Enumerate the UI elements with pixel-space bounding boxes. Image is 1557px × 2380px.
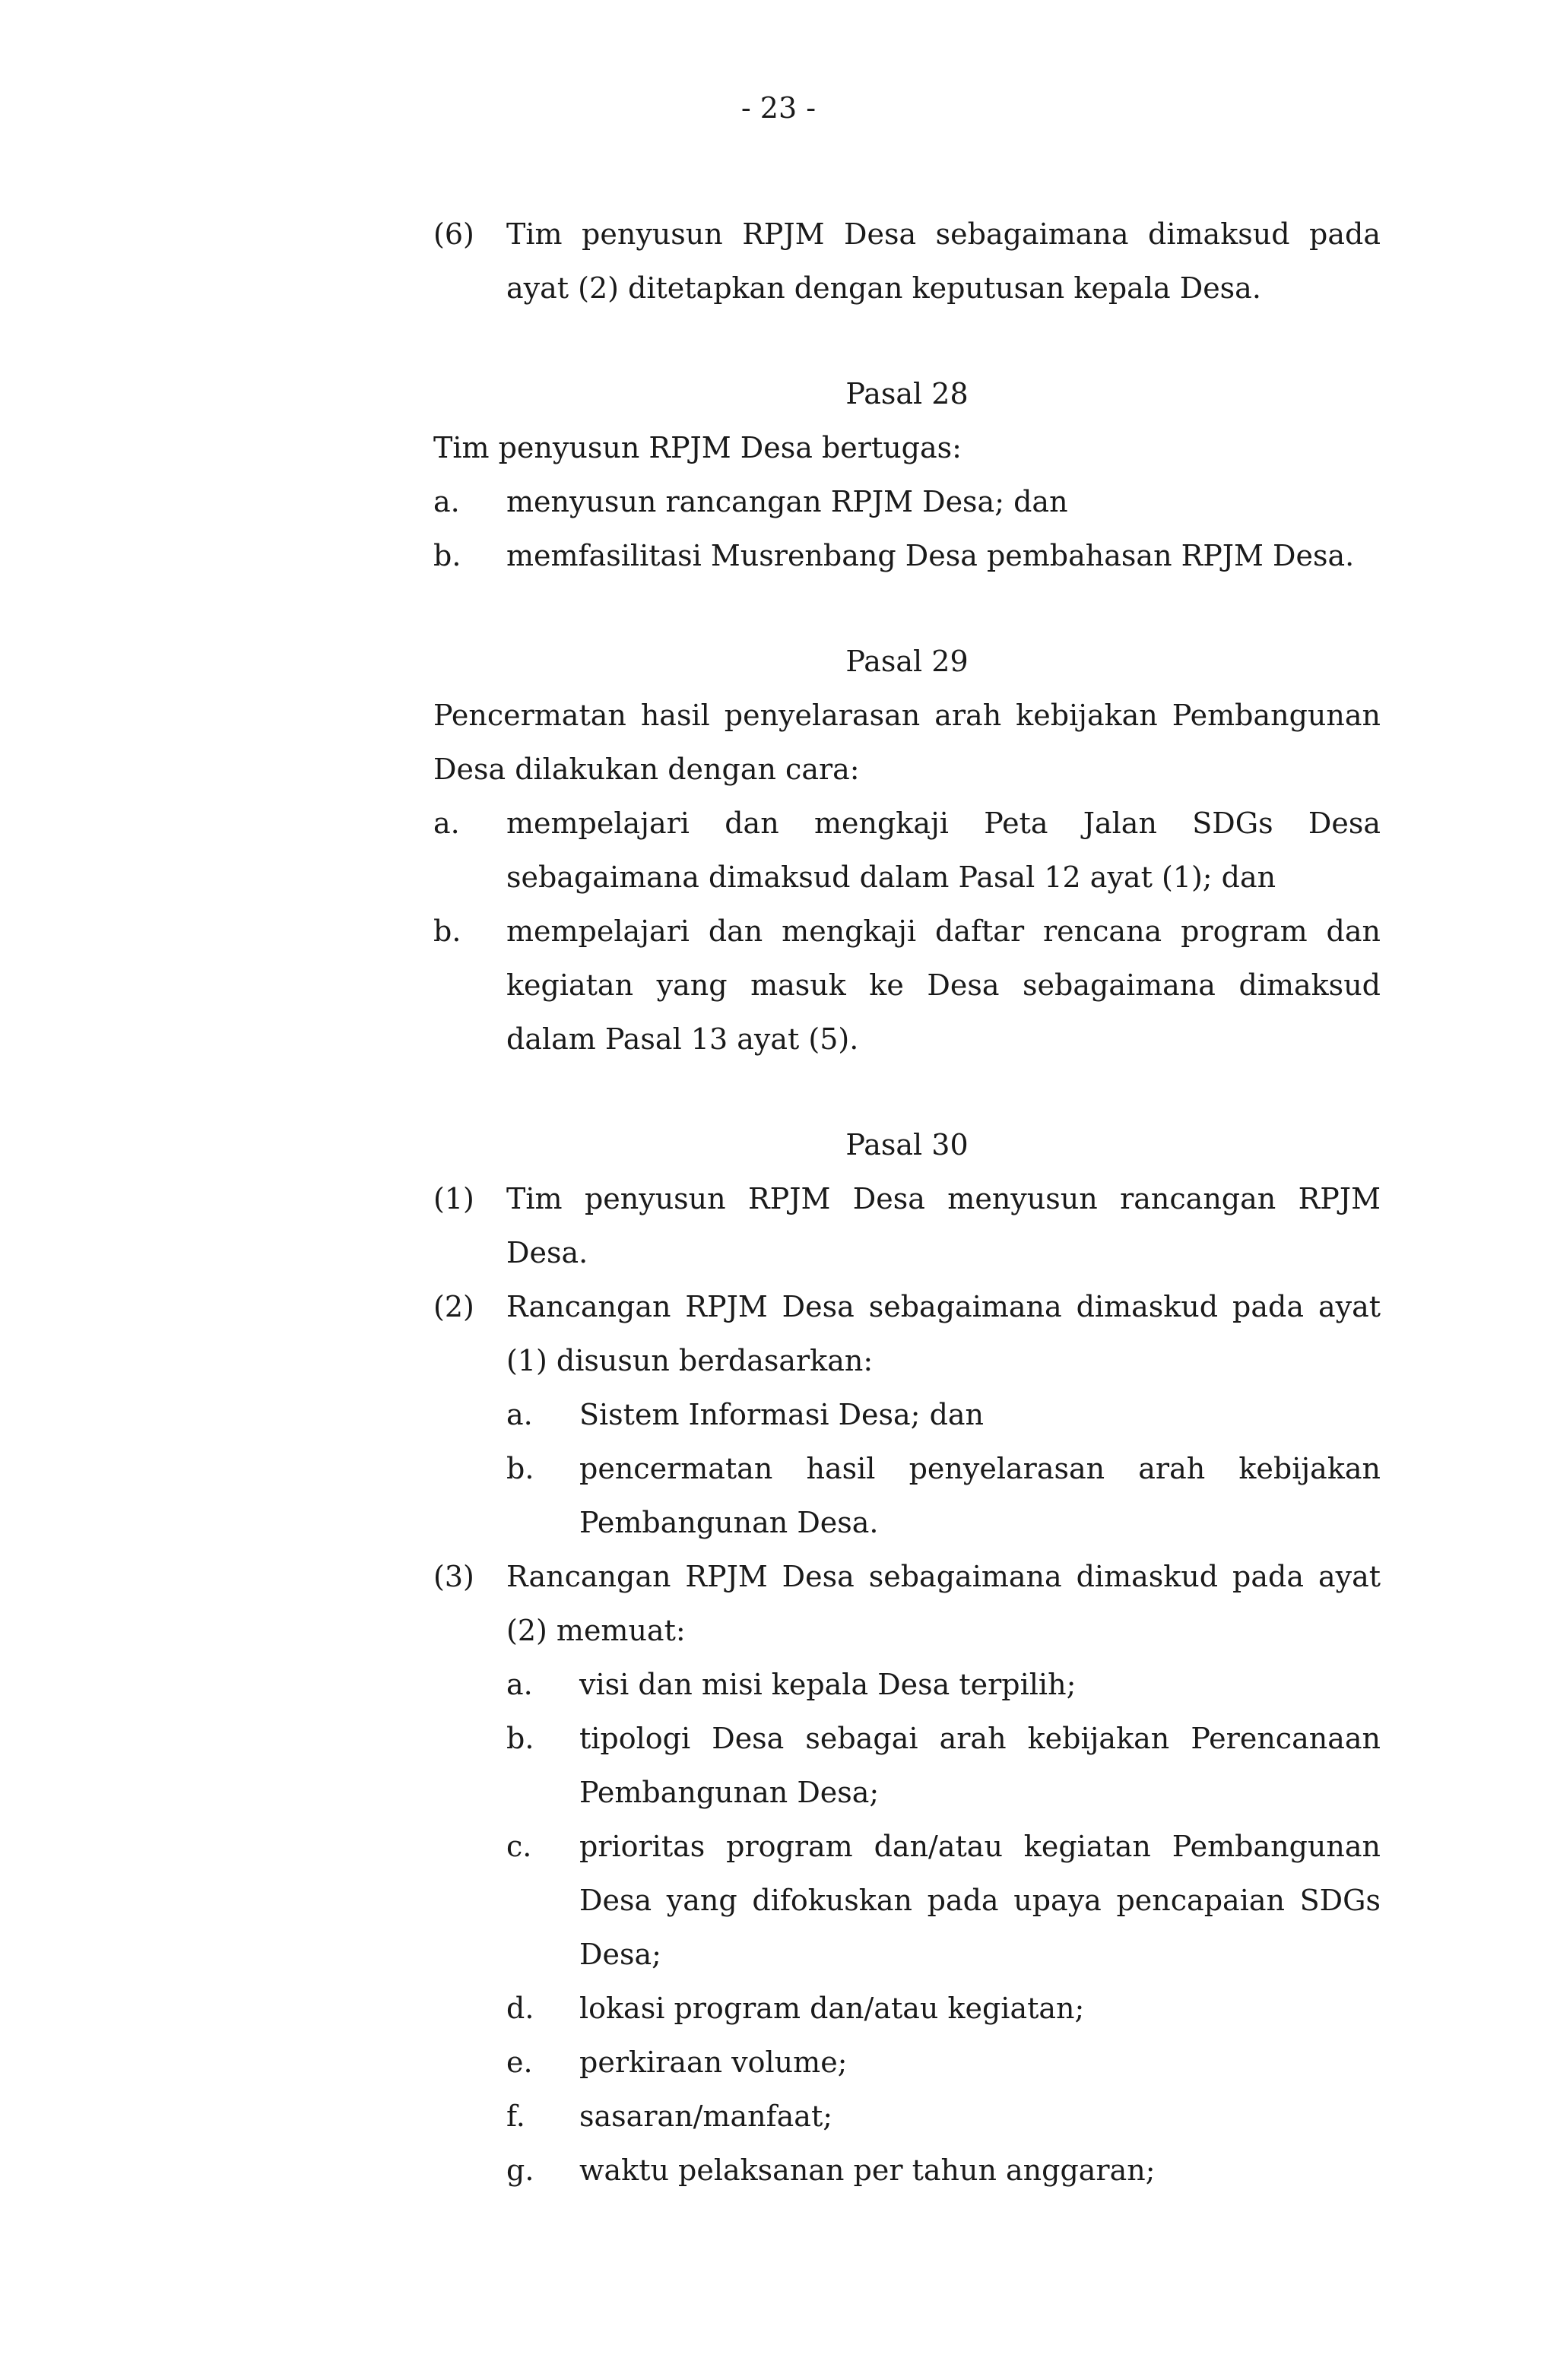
item-text: Sistem Informasi Desa; dan [579,1398,985,1431]
item-text: tipologi Desa sebagai arah kebijakan Perencanaan Pembangunan Desa; [579,1722,1381,1809]
spacer [433,1066,1381,1118]
item-label: b. [433,914,461,948]
item-label: g. [506,2153,534,2187]
item-label: a. [506,1668,533,1701]
document-body [433,208,1381,2198]
item-text: mempelajari dan mengkaji daftar rencana program dan kegiatan yang masuk ke Desa sebagaimana dimaksud dalam Pasal 13 ayat (5). [506,914,1381,1056]
ayat-label: (3) [433,1560,474,1593]
ayat-label: (2) [433,1290,474,1323]
item-text: sasaran/manfaat; [579,2100,833,2133]
pasal-29-intro: Pencermatan hasil penyelarasan arah kebijakan Pembangunan Desa dilakukan dengan cara: [433,699,1381,786]
item-label: b. [506,1722,534,1755]
item-label: b. [433,539,461,572]
list-item [433,797,1381,905]
item-label: f. [506,2100,525,2133]
list-item [506,2090,1381,2144]
pasal-28-heading: Pasal 28 [845,377,969,410]
pasal-30-heading: Pasal 30 [845,1128,969,1161]
ayat-text: Tim penyusun RPJM Desa sebagaimana dimaksud pada ayat (2) ditetapkan dengan keputusan kepala Desa. [506,217,1381,305]
list-item [506,1658,1381,1712]
list-item [506,1712,1381,1820]
item-text: menyusun rancangan RPJM Desa; dan [506,485,1068,518]
item-label: e. [506,2046,533,2079]
spacer [433,315,1381,367]
item-label: a. [506,1398,533,1431]
ayat-6 [433,208,1381,315]
ayat-text: Tim penyusun RPJM Desa menyusun rancangan RPJM Desa. [506,1182,1381,1269]
item-label: d. [506,1992,534,2025]
item-text: prioritas program dan/atau kegiatan Pembangunan Desa yang difokuskan pada upaya pencapaian SDGs Desa; [579,1830,1381,1971]
list-item [433,529,1381,583]
item-text: lokasi program dan/atau kegiatan; [579,1992,1085,2025]
list-item [506,1820,1381,1982]
ayat-label: (1) [433,1182,474,1215]
ayat-3 [433,1550,1381,1658]
ayat-1 [433,1172,1381,1280]
item-label: b. [506,1452,534,1485]
list-item [506,2144,1381,2198]
list-item [433,905,1381,1066]
ayat-label: (6) [433,217,474,251]
item-text: mempelajari dan mengkaji Peta Jalan SDGs Desa sebagaimana dimaksud dalam Pasal 12 ayat (1); dan [506,807,1381,894]
item-text: memfasilitasi Musrenbang Desa pembahasan RPJM Desa. [506,539,1355,572]
item-label: c. [506,1830,532,1863]
list-item [506,2036,1381,2090]
item-text: visi dan misi kepala Desa terpilih; [579,1668,1077,1701]
ayat-2 [433,1280,1381,1388]
item-text: waktu pelaksanan per tahun anggaran; [579,2153,1156,2187]
item-label: a. [433,485,460,518]
list-item [433,475,1381,529]
pasal-28-intro: Tim penyusun RPJM Desa bertugas: [433,431,962,464]
ayat-text: Rancangan RPJM Desa sebagaimana dimaskud pada ayat (1) disusun berdasarkan: [506,1290,1381,1377]
page-number: - 23 - [740,91,817,125]
ayat-text: Rancangan RPJM Desa sebagaimana dimaskud pada ayat (2) memuat: [506,1560,1381,1647]
list-item [506,1982,1381,2036]
item-text: perkiraan volume; [579,2046,848,2079]
list-item [506,1442,1381,1550]
spacer [433,583,1381,635]
list-item [506,1388,1381,1442]
item-label: a. [433,807,460,840]
item-text: pencermatan hasil penyelarasan arah kebijakan Pembangunan Desa. [579,1452,1381,1539]
pasal-29-heading: Pasal 29 [845,645,969,678]
